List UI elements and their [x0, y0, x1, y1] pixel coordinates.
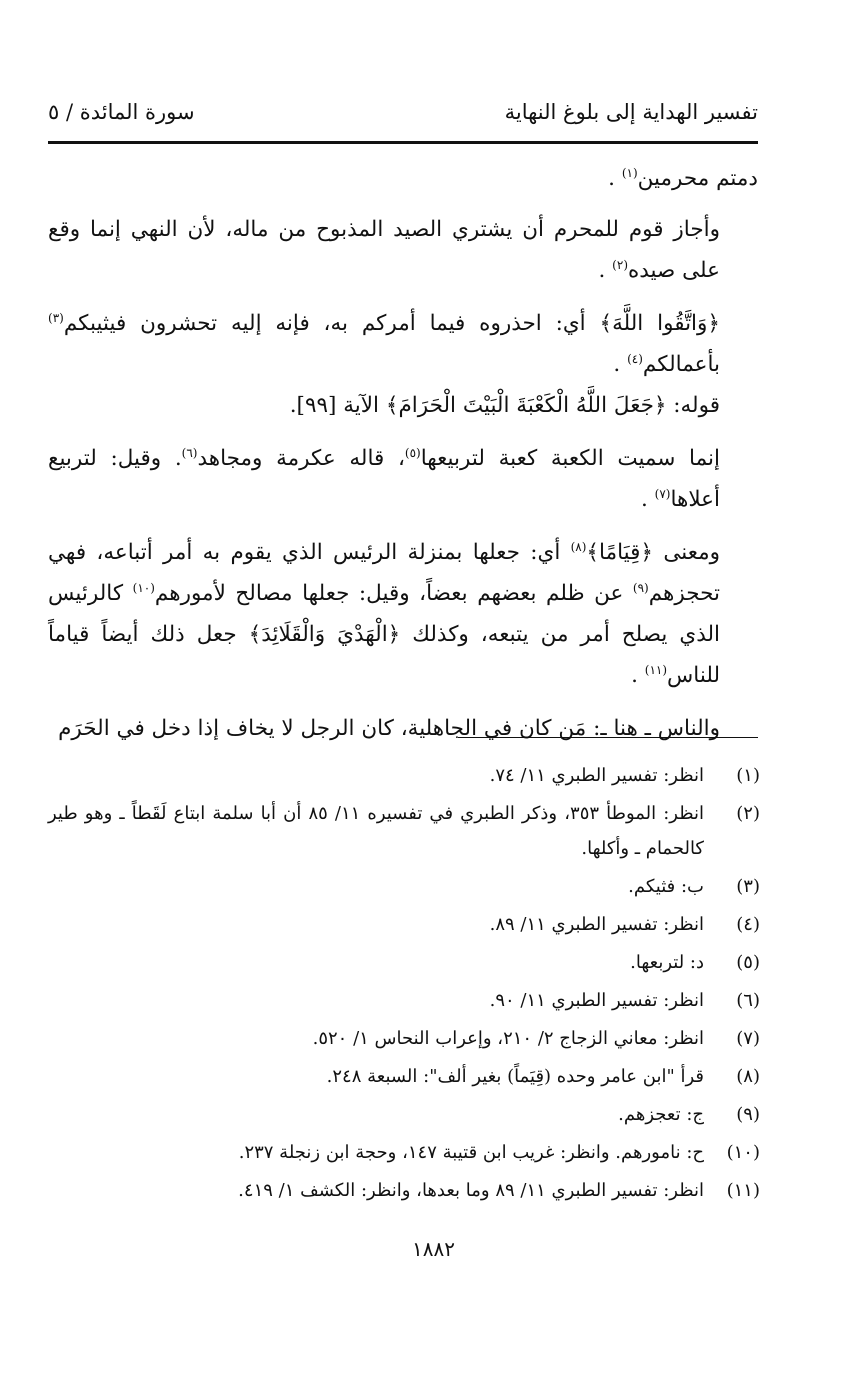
footnote-number: (١٠)	[726, 1142, 760, 1163]
footnote-item	[48, 869, 760, 904]
paragraph-end: .	[640, 487, 655, 512]
header-divider	[48, 141, 758, 144]
book-title: تفسير الهداية إلى بلوغ النهاية	[504, 100, 758, 124]
footnote-text: انظر: تفسير الطبري ١١/ ٨٩ وما بعدها، وانظر: الكشف ١/ ٤١٩.	[238, 1180, 704, 1201]
footnote-ref: (٦)	[181, 445, 198, 460]
paragraph-text: بأعمالكم	[642, 352, 720, 377]
paragraph-3	[48, 303, 758, 385]
footnote-text: د: لتربعها.	[630, 952, 704, 973]
footnote-text: انظر: تفسير الطبري ١١/ ٧٤.	[489, 765, 704, 786]
paragraph-end: .	[613, 352, 628, 377]
footnote-text: قرأ "ابن عامر وحده (قِيَماً) بغير ألف": السبعة ٢٤٨.	[326, 1066, 704, 1087]
quran-quote: ﴿قِيَامًا﴾	[586, 540, 654, 565]
quran-quote: ﴿الْهَدْيَ وَالْقَلَائِدَ﴾	[248, 622, 401, 647]
paragraph-text: دمتم محرمين	[637, 166, 758, 191]
quran-quote: ﴿وَاتَّقُوا اللَّهَ﴾	[599, 311, 721, 336]
footnote-ref: (٢)	[612, 257, 628, 272]
footnote-number: (٢)	[736, 803, 760, 824]
footnotes-list	[48, 758, 760, 1211]
paragraph-end: .	[598, 258, 613, 283]
footnote-item	[48, 1097, 760, 1132]
footnote-number: (٨)	[736, 1066, 760, 1087]
paragraph-1	[48, 158, 758, 199]
paragraph-text: جعل ذلك أيضاً قياماً للناس	[48, 622, 720, 688]
footnote-item	[48, 1173, 760, 1208]
paragraph-text: ومعنى	[653, 540, 720, 565]
surah-label: سورة المائدة / ٥	[48, 100, 195, 124]
footnote-item	[48, 907, 760, 942]
footnote-text: انظر: تفسير الطبري ١١/ ٨٩.	[489, 914, 704, 935]
footnote-item	[48, 1059, 760, 1094]
footnote-text: ب: فثيكم.	[628, 876, 704, 897]
paragraph-text: كالرئيس الذي يصلح أمر من يتبعه، وكذلك	[48, 581, 721, 647]
paragraph-text: أي: احذروه فيما أمركم به، فإنه إليه تحشرون فيثيبكم	[63, 311, 600, 336]
paragraph-text: إنما سميت الكعبة كعبة لتربيعها	[420, 446, 720, 471]
paragraph-text: وأجاز قوم للمحرم أن يشتري الصيد المذبوح من ماله، لأن النهي إنما وقع على صيده	[48, 217, 720, 283]
footnote-text: انظر: الموطأ ٣٥٣، وذكر الطبري في تفسيره ١١/ ٨٥ أن أبا سلمة ابتاع لَقَطاً ـ وهو طير كالحمام ـ وأكلها.	[48, 803, 704, 859]
footnote-item	[48, 983, 760, 1018]
footnote-ref: (٧)	[654, 486, 671, 501]
paragraph-6	[48, 532, 758, 696]
paragraph-text: عن ظلم بعضهم بعضاً، وقيل: جعلها مصالح لأمورهم	[154, 581, 633, 606]
footnote-number: (٩)	[736, 1104, 760, 1125]
footnote-item	[48, 1135, 760, 1170]
footnote-ref: (٣)	[48, 310, 64, 325]
footnote-number: (٣)	[736, 876, 760, 897]
paragraph-7	[48, 708, 758, 749]
footnote-ref: (٩)	[632, 580, 649, 595]
paragraph-4	[48, 385, 758, 426]
footnote-text: انظر: معاني الزجاج ٢/ ٢١٠، وإعراب النحاس ١/ ٥٢٠.	[312, 1028, 704, 1049]
footnote-item	[48, 1021, 760, 1056]
paragraph-text: . وقيل: لتربيع أعلاها	[48, 446, 720, 512]
running-header	[48, 100, 758, 136]
footnote-number: (٥)	[736, 952, 760, 973]
footnote-divider	[458, 737, 758, 738]
footnote-text: ح: نامورهم. وانظر: غريب ابن قتيبة ١٤٧، وحجة ابن زنجلة ٢٣٧.	[238, 1142, 704, 1163]
footnote-item	[48, 945, 760, 980]
footnote-number: (١١)	[726, 1180, 760, 1201]
footnote-number: (١)	[736, 765, 760, 786]
footnote-item	[48, 758, 760, 793]
paragraph-end: .	[608, 166, 622, 191]
footnote-number: (٤)	[736, 914, 760, 935]
main-text	[48, 158, 758, 761]
paragraph-text: أي: جعلها بمنزلة الرئيس الذي يقوم به أمر أتباعه، فهي تحجزهم	[48, 540, 720, 606]
footnote-item	[48, 796, 760, 866]
footnote-number: (٦)	[736, 990, 760, 1011]
verse-reference: الآية [٩٩].	[289, 393, 386, 418]
paragraph-text: ، قاله عكرمة ومجاهد	[197, 446, 405, 471]
footnote-ref: (١٠)	[132, 580, 155, 595]
footnote-ref: (٥)	[404, 445, 421, 460]
paragraph-text: قوله:	[666, 393, 720, 418]
footnote-ref: (١)	[621, 165, 638, 180]
footnote-ref: (٤)	[627, 351, 643, 366]
footnote-number: (٧)	[736, 1028, 760, 1049]
paragraph-2	[48, 209, 758, 291]
page-number: ١٨٨٢	[412, 1237, 455, 1261]
paragraph-text: والناس ـ هنا ـ: مَن كان في الجاهلية، كان الرجل لا يخاف إذا دخل في الحَرَم	[58, 716, 720, 741]
footnote-text: ج: تعجزهم.	[618, 1104, 704, 1125]
footnote-ref: (٨)	[570, 539, 587, 554]
paragraph-end: .	[631, 663, 645, 688]
quran-quote: ﴿جَعَلَ اللَّهُ الْكَعْبَةَ الْبَيْتَ الْحَرَامَ﴾	[385, 393, 667, 418]
footnote-text: انظر: تفسير الطبري ١١/ ٩٠.	[489, 990, 704, 1011]
footnote-ref: (١١)	[644, 662, 668, 677]
paragraph-5	[48, 438, 758, 520]
